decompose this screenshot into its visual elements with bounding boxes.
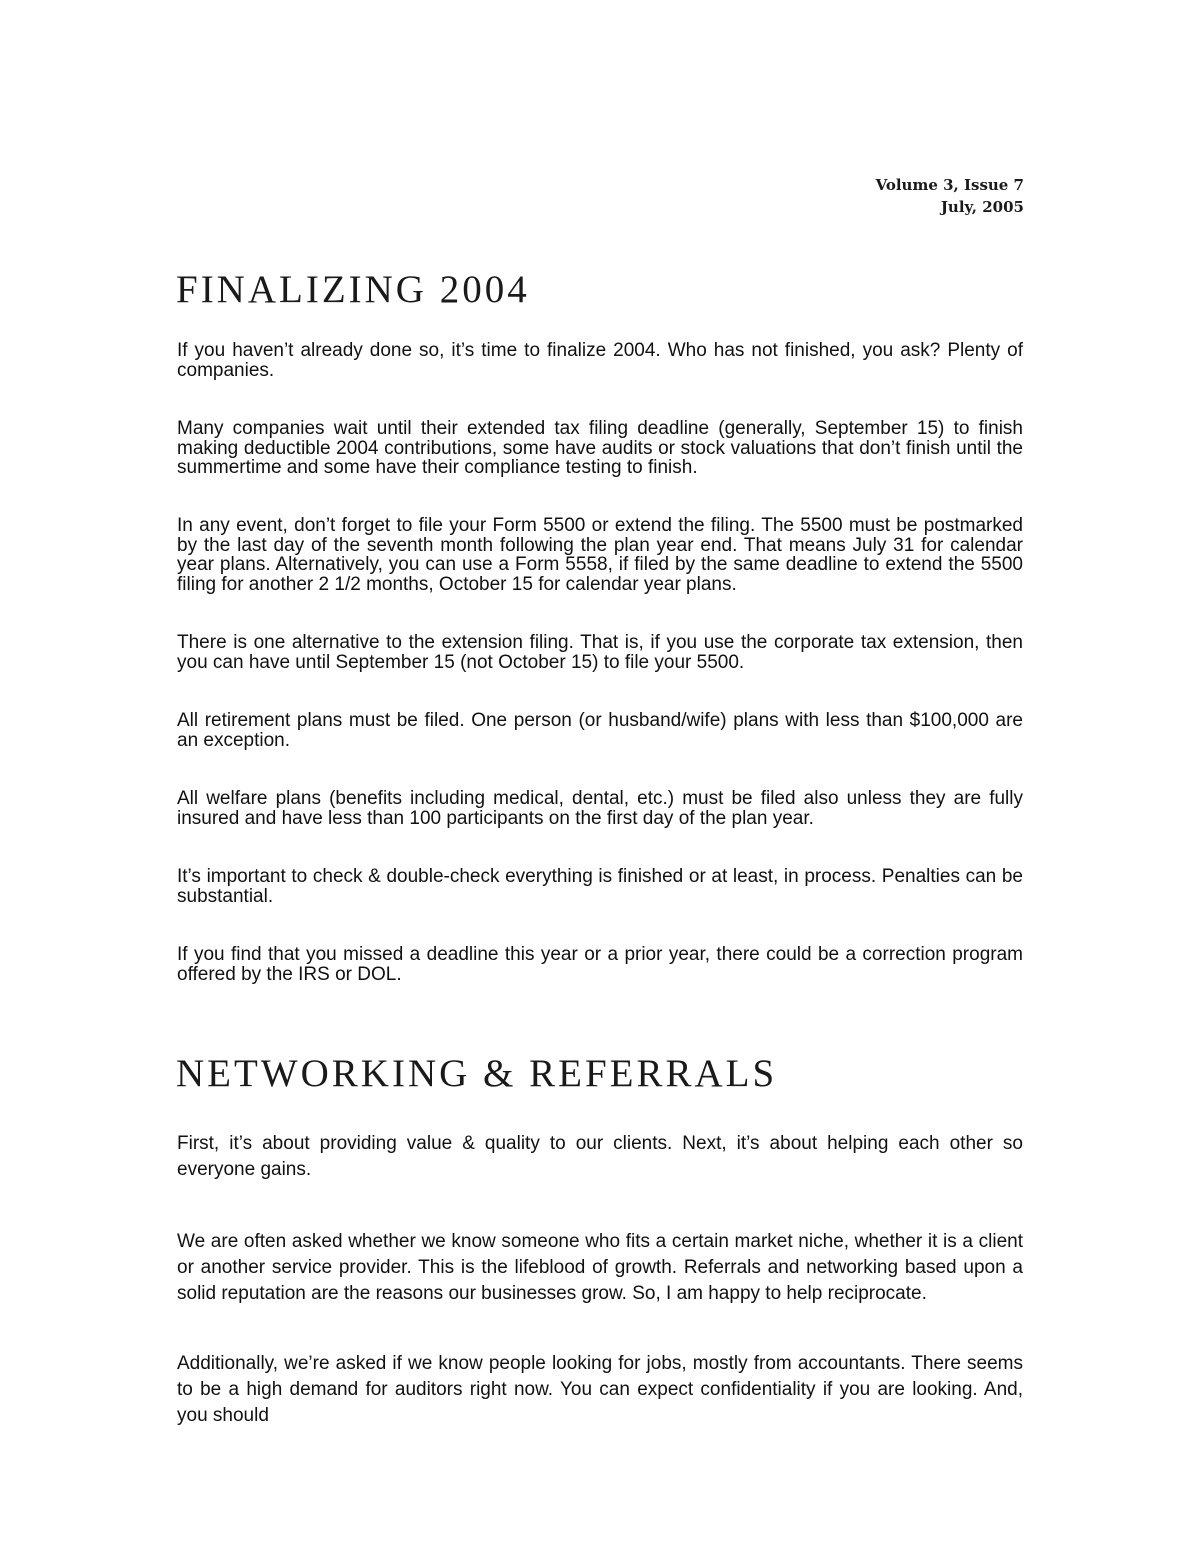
paragraph: Many companies wait until their extended tax filing deadline (generally, September 15) to finish making deductible 2004 contributions, some have audits or stock valuations that don’t finish until the summertime and some have their compliance testing to finish.: [177, 418, 1023, 478]
paragraph: It’s important to check & double-check everything is finished or at least, in process. Penalties can be substantial.: [177, 866, 1023, 907]
paragraph: First, it’s about providing value & quality to our clients. Next, it’s about helping each other so everyone gains.: [177, 1133, 1023, 1180]
paragraph: All welfare plans (benefits including medical, dental, etc.) must be filed also unless they are fully insured and have less than 100 participants on the first day of the plan year.: [177, 788, 1023, 829]
paragraph: There is one alternative to the extension filing. That is, if you use the corporate tax extension, then you can have until September 15 (not October 15) to file your 5500.: [177, 632, 1023, 673]
paragraph: Additionally, we’re asked if we know people looking for jobs, mostly from accountants. There seems to be a high demand for auditors right now. You can expect confidentiality if you are looking. And, you should: [177, 1353, 1023, 1426]
paragraph: If you haven’t already done so, it’s time to finalize 2004. Who has not finished, you ask? Plenty of companies.: [177, 340, 1023, 381]
paragraph: All retirement plans must be filed. One person (or husband/wife) plans with less than $100,000 are an exception.: [177, 710, 1023, 751]
volume-issue: Volume 3, Issue 7: [875, 176, 1024, 194]
section-heading-finalizing: FINALIZING 2004: [176, 268, 530, 311]
paragraph: In any event, don’t forget to file your Form 5500 or extend the filing. The 5500 must be postmarked by the last day of the seventh month following the plan year end. That means July 31 for calendar year plans. Alternatively, you can use a Form 5558, if filed by the same deadline to extend the 5500 filing for another 2 1/2 months, October 15 for calendar year plans.: [177, 515, 1023, 595]
section-heading-networking: NETWORKING & REFERRALS: [176, 1052, 778, 1095]
paragraph: If you find that you missed a deadline this year or a prior year, there could be a correction program offered by the IRS or DOL.: [177, 944, 1023, 985]
issue-date: July, 2005: [940, 198, 1024, 216]
paragraph: We are often asked whether we know someone who fits a certain market niche, whether it is a client or another service provider. This is the lifeblood of growth. Referrals and networking based upon a solid reputation are the reasons our businesses grow. So, I am happy to help reciprocate.: [177, 1231, 1023, 1304]
masthead: [876, 174, 1024, 218]
